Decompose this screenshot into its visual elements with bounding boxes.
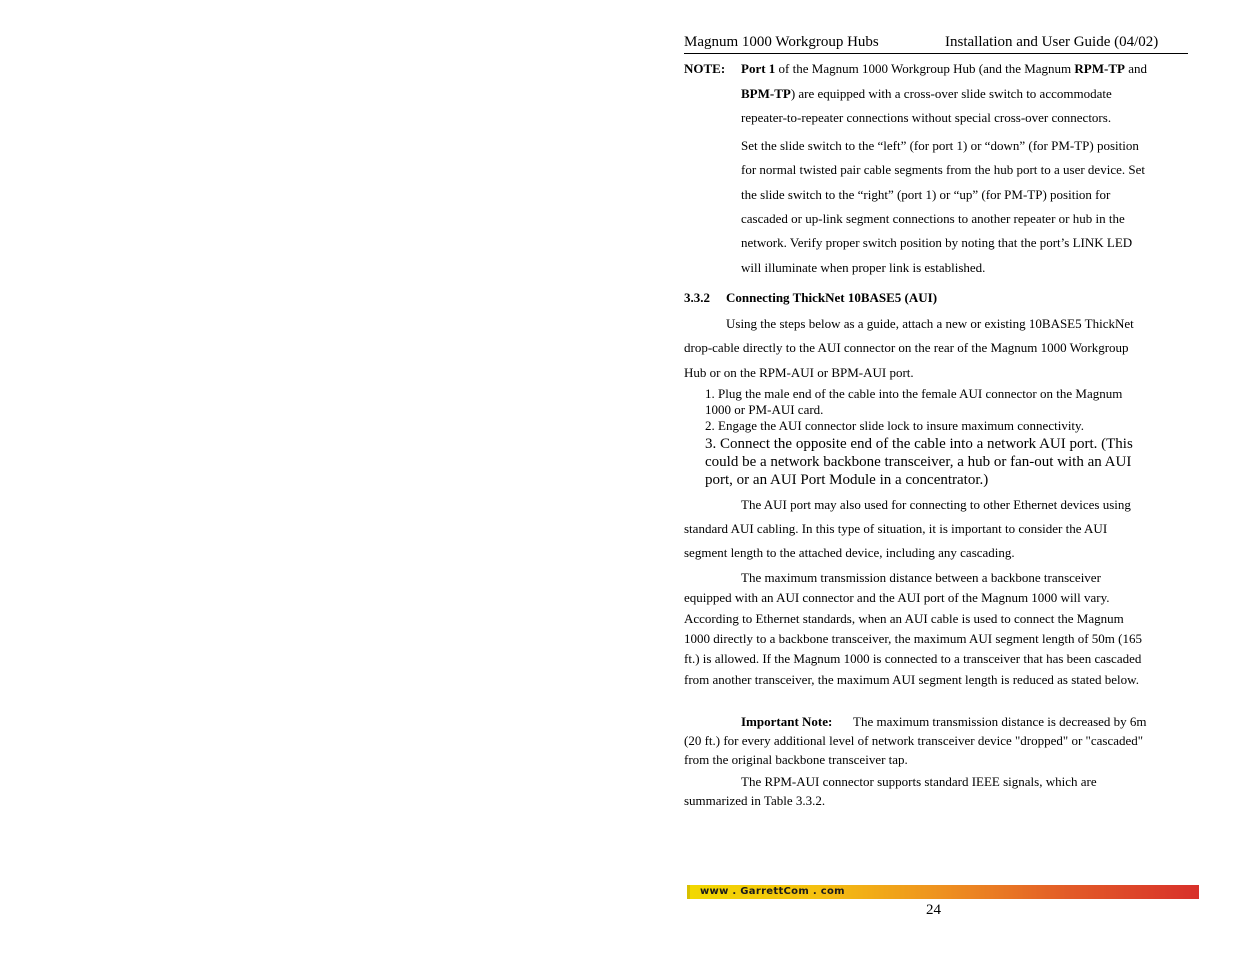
important-note-line: The maximum transmission distance is decreased by 6m bbox=[853, 714, 1147, 729]
step-3-continued: could be a network backbone transceiver, a hub or fan-out with an AUI bbox=[705, 454, 1132, 470]
step-3-continued: port, or an AUI Port Module in a concentrator.) bbox=[705, 472, 989, 488]
note-bpm-tp: BPM-TP bbox=[741, 86, 791, 101]
header-product-title: Magnum 1000 Workgroup Hubs bbox=[684, 34, 879, 50]
header-rule bbox=[684, 53, 1188, 54]
distance-paragraph-line: ft.) is allowed. If the Magnum 1000 is connected to a transceiver that has been cascaded bbox=[684, 651, 1142, 666]
note-switch-line: network. Verify proper switch position by noting that the port’s LINK LED bbox=[741, 235, 1133, 250]
intro-line: drop-cable directly to the AUI connector on the rear of the Magnum 1000 Workgroup bbox=[684, 340, 1129, 355]
rpm-aui-paragraph-line: The RPM-AUI connector supports standard IEEE signals, which are bbox=[741, 774, 1097, 789]
note-line-2: BPM-TP) are equipped with a cross-over slide switch to accommodate bbox=[741, 86, 1112, 101]
step-1: 1. Plug the male end of the cable into the female AUI connector on the Magnum bbox=[705, 386, 1123, 401]
rpm-aui-paragraph-line: summarized in Table 3.3.2. bbox=[684, 793, 826, 808]
distance-paragraph-line: from another transceiver, the maximum AUI segment length is reduced as stated below. bbox=[684, 672, 1139, 687]
aui-paragraph-line: segment length to the attached device, including any cascading. bbox=[684, 545, 1015, 560]
note-line-1: Port 1 of the Magnum 1000 Workgroup Hub (and the Magnum RPM-TP and bbox=[741, 61, 1147, 76]
step-1-continued: 1000 or PM-AUI card. bbox=[705, 402, 824, 417]
intro-line: Using the steps below as a guide, attach a new or existing 10BASE5 ThickNet bbox=[726, 316, 1134, 331]
note-switch-line: for normal twisted pair cable segments from the hub port to a user device. Set bbox=[741, 162, 1145, 177]
aui-paragraph-line: The AUI port may also used for connecting to other Ethernet devices using bbox=[741, 497, 1131, 512]
note-switch-line: will illuminate when proper link is established. bbox=[741, 260, 986, 275]
page-number: 24 bbox=[926, 902, 941, 918]
important-note-line: (20 ft.) for every additional level of network transceiver device "dropped" or "cascaded" bbox=[684, 733, 1144, 748]
note-switch-line: cascaded or up-link segment connections to another repeater or hub in the bbox=[741, 211, 1125, 226]
step-2: 2. Engage the AUI connector slide lock to insure maximum connectivity. bbox=[705, 418, 1084, 433]
distance-paragraph-line: The maximum transmission distance between a backbone transceiver bbox=[741, 570, 1101, 585]
note-switch-line: Set the slide switch to the “left” (for port 1) or “down” (for PM-TP) position bbox=[741, 138, 1139, 153]
header-guide-title: Installation and User Guide (04/02) bbox=[945, 34, 1159, 50]
section-number: 3.3.2 bbox=[684, 290, 710, 305]
footer-gradient-bar bbox=[687, 885, 1199, 899]
step-3: 3. Connect the opposite end of the cable into a network AUI port. (This bbox=[705, 436, 1133, 452]
footer-website-url: www . GarrettCom . com bbox=[700, 886, 845, 897]
aui-paragraph-line: standard AUI cabling. In this type of situation, it is important to consider the AUI bbox=[684, 521, 1108, 536]
distance-paragraph-line: 1000 directly to a backbone transceiver, the maximum AUI segment length of 50m (165 bbox=[684, 631, 1142, 646]
intro-line: Hub or on the RPM-AUI or BPM-AUI port. bbox=[684, 365, 914, 380]
note-rpm-tp: RPM-TP bbox=[1074, 61, 1125, 76]
note-line-3: repeater-to-repeater connections without special cross-over connectors. bbox=[741, 110, 1112, 125]
document-page bbox=[684, 0, 1196, 954]
section-title: Connecting ThickNet 10BASE5 (AUI) bbox=[726, 290, 938, 305]
note-label: NOTE: bbox=[684, 61, 726, 76]
important-note-label: Important Note: bbox=[741, 714, 833, 729]
distance-paragraph-line: According to Ethernet standards, when an AUI cable is used to connect the Magnum bbox=[684, 611, 1124, 626]
note-port-1: Port 1 bbox=[741, 61, 776, 76]
note-switch-line: the slide switch to the “right” (port 1) or “up” (for PM-TP) position for bbox=[741, 187, 1111, 202]
distance-paragraph-line: equipped with an AUI connector and the AUI port of the Magnum 1000 will vary. bbox=[684, 590, 1110, 605]
important-note-line: from the original backbone transceiver tap. bbox=[684, 752, 908, 767]
